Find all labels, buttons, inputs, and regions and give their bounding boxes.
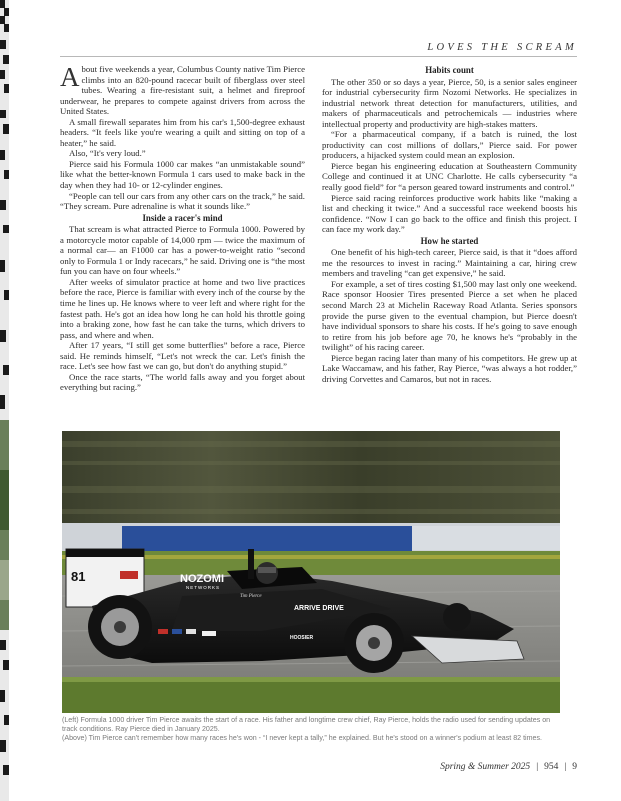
race-car-photo: [62, 431, 560, 713]
paragraph: Pierce said his Formula 1000 car makes “an unmistakable sound” like what the better-known Formula 1 cars used to make back in the day when they had 10- or 12-cylinder engines.: [60, 158, 305, 191]
paragraph: Pierce began racing later than many of his competitors. He grew up at Lake Waccamaw, and his father, Ray Pierce, “was always a hot rodder,” driving Corvettes and Camaros, but not in races.: [322, 352, 577, 384]
sponsor-logo-networks: NETWORKS: [186, 585, 221, 590]
footer-separator: |: [536, 762, 539, 772]
paragraph: After weeks of simulator practice at home and two live practices before the race, Pierce is familiar with every inch of the course by the time he lines up. He knows where to veer left and where right for the fastest path. He's got an idea how long he can hold his throttle going into a braking zone, how fast he can take the turns, which drivers to pass, and where and when.: [60, 276, 305, 340]
paragraph: A small firewall separates him from his car's 1,500-degree exhaust headers. “It feels like you're wearing a quilt and sitting on top of a heater,” he said.: [60, 116, 305, 148]
paragraph: Pierce said racing reinforces productive work habits like “making a list and checking it twice.” And a successful race weekend boosts his confidence. “Now I can go back to the office and finish this project. I can face my work day.”: [322, 192, 577, 235]
paragraph: The other 350 or so days a year, Pierce, 50, is a senior sales engineer for industrial cybersecurity firm Nozomi Networks. He specializes in industrial network threat detection for manufacturers, utilities, and makers of pharmaceuticals and petrochemicals — industries where intellectual property and productivity are high-stakes matters.: [322, 76, 577, 129]
issue-label: Spring & Summer 2025: [440, 762, 531, 772]
section-heading: How he started: [420, 235, 479, 246]
rear-wheel: [88, 595, 152, 659]
footer-separator: |: [564, 762, 567, 772]
paragraph: That scream is what attracted Pierce to Formula 1000. Powered by a motorcycle motor capable of 14,000 rpm — twice the maximum of a normal car— an F1000 car has a power-to-weight ratio “second only to Formula 1 or Indy racecars,” he said. Driving one is “the most fun you can have on four wheels.”: [60, 224, 305, 277]
drop-cap: A: [60, 62, 80, 92]
page-number: 9: [572, 762, 577, 772]
sponsor-logo-nozomi: NOZOMI: [180, 573, 224, 585]
paragraph: For example, a set of tires costing $1,500 may last only one weekend. Race sponsor Hoosier Tires presented Pierce a set when he placed second March 23 at Michelin Raceway Road Atlanta. Series sponsors provide the purse given to the eventual champion, but Pierce doesn't have individual sponsors to share his costs. If he's going to save enough to retire from his job before age 70, he knows he's “probably in the twilight” of his racing career.: [322, 278, 577, 353]
paragraph: Pierce began his engineering education at Southeastern Community College and continued it at UNC Charlotte. He calls cybersecurity “a really good field” for “a person geared toward instruments and control.”: [322, 160, 577, 193]
page-footer: [440, 762, 577, 772]
photo-caption: [62, 716, 560, 743]
paragraph: “People can tell our cars from any other cars on the track,” he said. “They scream. Pure adrenaline is what it sounds like.”: [60, 190, 305, 212]
section-heading: Inside a racer's mind: [142, 212, 223, 223]
front-wheel: [344, 613, 404, 673]
article-column-right: [322, 64, 577, 384]
tire-brand-decal: HOOSIER: [290, 635, 314, 641]
issue-code: 954: [544, 762, 559, 772]
header-divider: [60, 56, 577, 57]
paragraph: Once the race starts, “The world falls away and you forget about everything but racing.”: [60, 371, 305, 393]
intro-paragraph: [60, 64, 305, 117]
paragraph: “For a pharmaceutical company, if a batch is ruined, the lost productivity can cost millions of dollars,” Pierce said. For power producers, a hijacked system could mean an explosion.: [322, 129, 577, 161]
paragraph: One benefit of his high-tech career, Pierce said, is that it “does afford me the resources to invest in racing.” Maintaining a car, hiring crew members and traveling “can get expensive,” he said.: [322, 247, 577, 279]
running-head: LOVES THE SCREAM: [427, 42, 577, 53]
left-edge-photo-strip: [0, 0, 9, 801]
intro-text: bout five weekends a year, Columbus County native Tim Pierce climbs into an 820-pound racecar built of fiberglass over steel tubes. Wearing a fire-resistant suit, a helmet and fireproof underwear, he prepares to compete against drivers from across the United States.: [60, 64, 305, 117]
driver-name-decal: Tim Pierce: [240, 594, 262, 599]
paragraph: After 17 years, “I still get some butterflies” before a race, Pierce said. He reminds himself, “Let's not wreck the car. Let's finish the race. Let's see how fast we can go, but don't do anything stupid.”: [60, 340, 305, 372]
sponsor-logo-arrive-drive: ARRIVE DRIVE: [294, 605, 344, 612]
car-number-decal: 81: [71, 569, 86, 584]
caption-left-photo: (Left) Formula 1000 driver Tim Pierce awaits the start of a race. His father and longtime crew chief, Ray Pierce, holds the radio used for sending updates on track conditions. Ray Pierce died in January 2025.: [62, 716, 551, 734]
section-heading: Habits count: [425, 65, 474, 75]
caption-above-photo: (Above) Tim Pierce can't remember how many races he's won - “I never kept a tally,” he explained. But he's stood on a winner's podium at least 82 times.: [62, 734, 543, 743]
paragraph: Also, “It's very loud.”: [69, 148, 146, 159]
article-column-left: [60, 64, 305, 393]
